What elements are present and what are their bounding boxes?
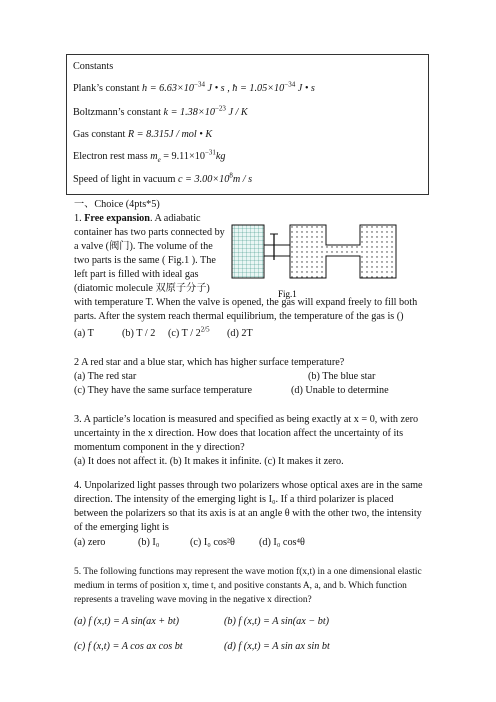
q1-line3: a valve (阀门). The volume of the [74, 241, 213, 252]
light-exp: 8 [229, 171, 233, 180]
gas-label: Gas constant [73, 129, 126, 140]
planck-constant [73, 82, 315, 96]
q1-line1-rest: . A adiabatic [149, 213, 201, 224]
q2-option-a: (a) The red star [74, 371, 137, 382]
boltzmann-unit: J / K [225, 107, 248, 118]
q2-option-b: (b) The blue star [308, 371, 376, 382]
q4-option-c: (c) I₀ cos²θ [190, 537, 235, 548]
electron-sub: e [157, 156, 161, 165]
boltzmann-label: Boltzmann’s constant [73, 107, 161, 118]
q2-option-c: (c) They have the same surface temperature [74, 385, 252, 396]
q2-stem: 2 A red star and a blue star, which has higher surface temperature? [74, 357, 345, 368]
light-value: c = 3.00×10 [177, 174, 230, 185]
electron-symbol: m [150, 151, 158, 162]
q5-line2: medium in terms of position x, time t, and positive constants A, a, and b. Which function [74, 581, 407, 591]
boltzmann-value: k = 1.38×10 [163, 107, 215, 118]
q5-line1: 5. The following functions may represent the wave motion f(x,t) in a one dimensional elastic [74, 567, 422, 577]
q1-line7: with temperature T. When the valve is opened, the gas will expand freely to fill both [74, 297, 418, 308]
q5-option-c: (c) f (x,t) = A cos ax cos bt [74, 641, 183, 652]
q3-line3: momentum component in the y direction? [74, 442, 245, 453]
planck-unit: J • s , [204, 83, 230, 94]
electron-mass [73, 150, 226, 164]
hbar-unit: J • s [295, 83, 315, 94]
left-chamber [232, 225, 264, 278]
q1-bold-title: Free expansion [84, 213, 150, 224]
q1-line1 [74, 212, 228, 226]
q1-option-b: (b) T / 2 [122, 328, 156, 339]
q4-option-b: (b) I₀ [138, 537, 160, 548]
q3-options: (a) It does not affect it. (b) It makes it infinite. (c) It makes it zero. [74, 456, 344, 467]
q5-option-a: (a) f (x,t) = A sin(ax + bt) [74, 616, 180, 627]
planck-value: h = 6.63×10 [142, 83, 194, 94]
q4-option-a: (a) zero [74, 537, 106, 548]
q1-line2: container has two parts connected by [74, 227, 225, 238]
figure-two-chamber-container [230, 220, 430, 300]
q4-line2: direction. The intensity of the emerging light is I₀. If a third polarizer is placed [74, 494, 394, 505]
light-speed [73, 173, 252, 187]
right-chamber-empty [290, 225, 396, 278]
q1-line4: two parts is the same ( Fig.1 ). The [74, 255, 216, 266]
light-unit: m / s [232, 174, 253, 185]
electron-exp: −31 [204, 148, 216, 157]
electron-unit: kg [215, 151, 226, 162]
q4-option-d: (d) I₀ cos⁴θ [259, 537, 305, 548]
hbar-value: ħ = 1.05×10 [232, 83, 285, 94]
q5-option-b: (b) f (x,t) = A sin(ax − bt) [224, 616, 330, 627]
light-label: Speed of light in vacuum [73, 174, 176, 185]
q4-line4: of the emerging light is [74, 522, 169, 533]
q4-line3: between the polarizers so that its axis is at an angle θ with the other two, the intensity [74, 508, 422, 519]
q1-option-d: (d) 2T [227, 328, 253, 339]
q1-line8: parts. After the system reach thermal equilibrium, the temperature of the gas is () [74, 311, 404, 322]
q5-line3: represents a traveling wave moving in the negative x direction? [74, 595, 312, 605]
q5-option-d: (d) f (x,t) = A sin ax sin bt [224, 641, 330, 652]
q1-option-c: (c) T / $2^{2/5}$ [168, 325, 210, 339]
planck-label: Plank’s constant [73, 83, 140, 94]
boltzmann-constant [73, 106, 248, 120]
connecting-pipe [264, 245, 290, 256]
constants-box [66, 54, 429, 195]
electron-label: Electron rest mass [73, 151, 148, 162]
q4-line1: 4. Unpolarized light passes through two polarizers whose optical axes are in the same [74, 480, 423, 491]
planck-exp: −34 [194, 80, 205, 89]
gas-value: R = 8.315J / mol • K [127, 129, 213, 140]
q3-line1: 3. A particle’s location is measured and specified as being exactly at x = 0, with zero [74, 414, 419, 425]
electron-rest: = 9.11×10 [160, 151, 205, 162]
q1-option-a: (a) T [74, 328, 94, 339]
gas-constant [73, 128, 212, 142]
q1-number: 1. [74, 213, 82, 224]
boltzmann-exp: −23 [214, 104, 226, 113]
fig-label: Fig.1 [278, 289, 297, 299]
q1-line5: left part is filled with ideal gas [74, 269, 199, 280]
hbar-exp: −34 [284, 80, 296, 89]
q3-line2: uncertainty in the x direction. How does that location affect the uncertainty of its [74, 428, 404, 439]
q1-line6: (diatomic molecule 双原子分子) [74, 283, 210, 294]
q2-option-d: (d) Unable to determine [291, 385, 389, 396]
constants-title: Constants [73, 61, 114, 72]
section-title: 一、Choice (4pts*5) [74, 199, 160, 210]
